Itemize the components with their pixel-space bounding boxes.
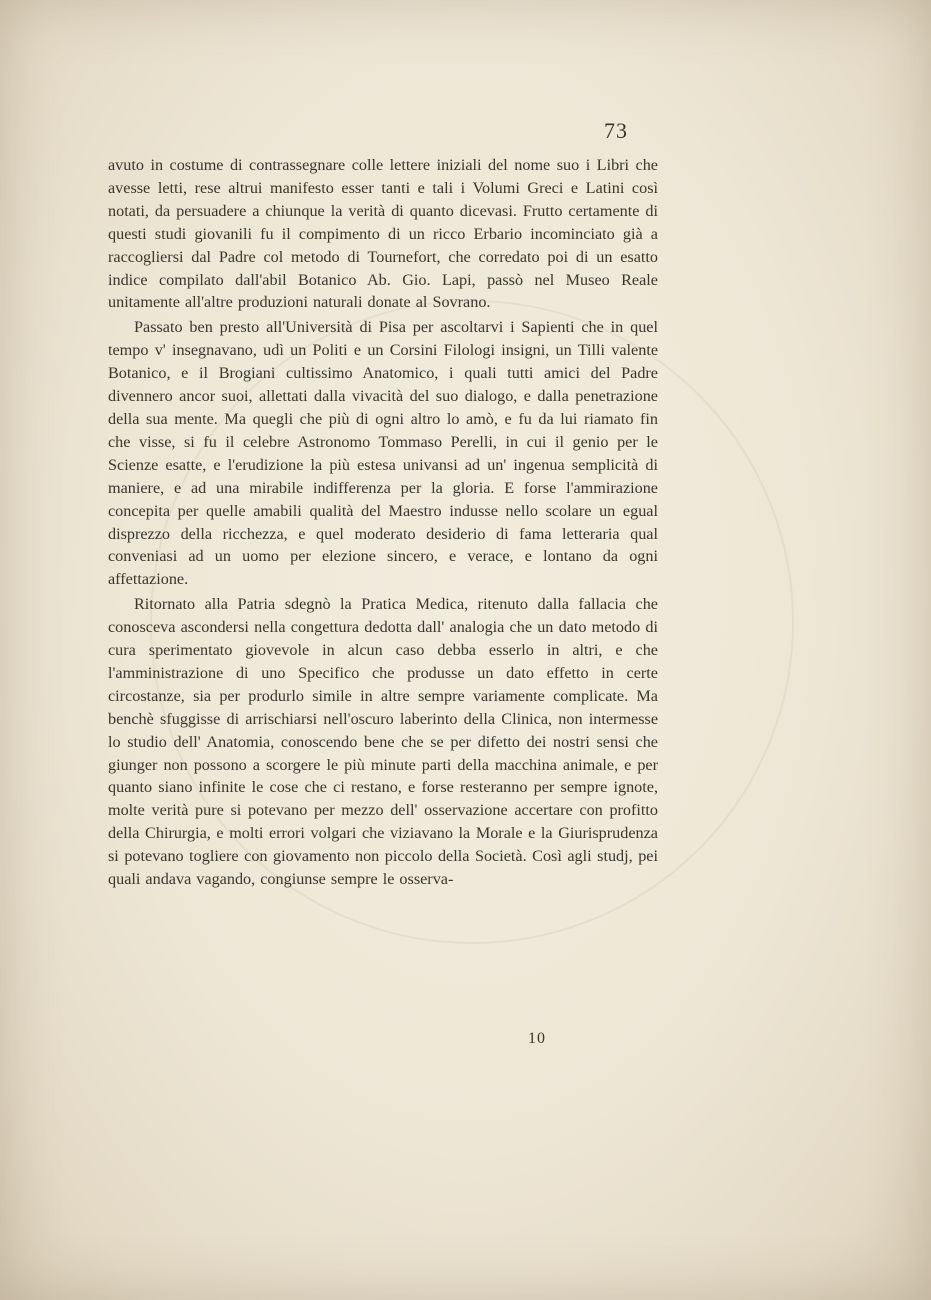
page-number: 73 bbox=[604, 118, 628, 143]
paragraph-2: Passato ben presto all'Università di Pisa per ascoltarvi i Sapienti che in quel tempo v' insegnavano, udì un Politi e un Corsini Filologi insigni, un Tilli valente Botanico, e il Brogiani cultissimo Anatomico, i quali tutti amici del Padre divennero ancor suoi, allettati dalla vivacità del suo dialogo, e dalla penetrazione della sua mente. Ma quegli che più di ogni altro lo amò, e fu da lui riamato fin che visse, si fu il celebre Astronomo Tommaso Perelli, in cui il genio per le Scienze esatte, e l'erudizione la più estesa univansi ad un' ingenua semplicità di maniere, e ad una mirabile indifferenza per la gloria. E forse l'ammirazione concepita per quelle amabili qualità del Maestro indusse nello scolare un egual disprezzo della ricchezza, e quel moderato desiderio di fama letteraria qual conveniasi ad un uomo per elezione sincero, e verace, e lontano da ogni affettazione. bbox=[108, 318, 658, 589]
signature-mark: 10 bbox=[528, 1030, 546, 1047]
paragraph-1: avuto in costume di contrassegnare colle lettere iniziali del nome suo i Libri che avesse letti, rese altrui manifesto esser tanti e tali i Volumi Greci e Latini così notati, da persuadere a chiunque la verità di quanto dicevasi. Frutto certamente di questi studi giovanili fu il compimento di un ricco Erbario incominciato già a raccogliersi dal Padre col metodo di Tournefort, che corredato poi di un esatto indice compilato dall'abil Botanico Ab. Gio. Lapi, passò nel Museo Reale unitamente all'altre produzioni naturali donate al Sovrano. bbox=[108, 156, 658, 312]
paragraph-3: Ritornato alla Patria sdegnò la Pratica Medica, ritenuto dalla fallacia che conosceva ascondersi nella congettura dedotta dall' analogia che un dato metodo di cura sperimentato giovevole in alcun caso debba esserlo in altri, e che l'amministrazione di uno Specifico che produsse un dato effetto in certe circostanze, sia per produrlo simile in altre sempre variamente complicate. Ma benchè sfuggisse di arrischiarsi nell'oscuro laberinto della Clinica, non intermesse lo studio dell' Anatomia, conoscendo bene che se per difetto dei nostri sensi che giunger non possono a scorgere le più minute parti della macchina animale, e per quanto siano infinite le cose che ci restano, e forse resteranno per sempre ignote, molte verità pure si potevano per mezzo dell' osservazione accertare con profitto della Chirurgia, e molti errori volgari che viziavano la Morale e la Giurisprudenza si potevano togliere con giovamento non piccolo della Società. Così agli studj, pei quali andava vagando, congiunse sempre le osserva- bbox=[108, 595, 658, 889]
text-body bbox=[108, 154, 658, 891]
